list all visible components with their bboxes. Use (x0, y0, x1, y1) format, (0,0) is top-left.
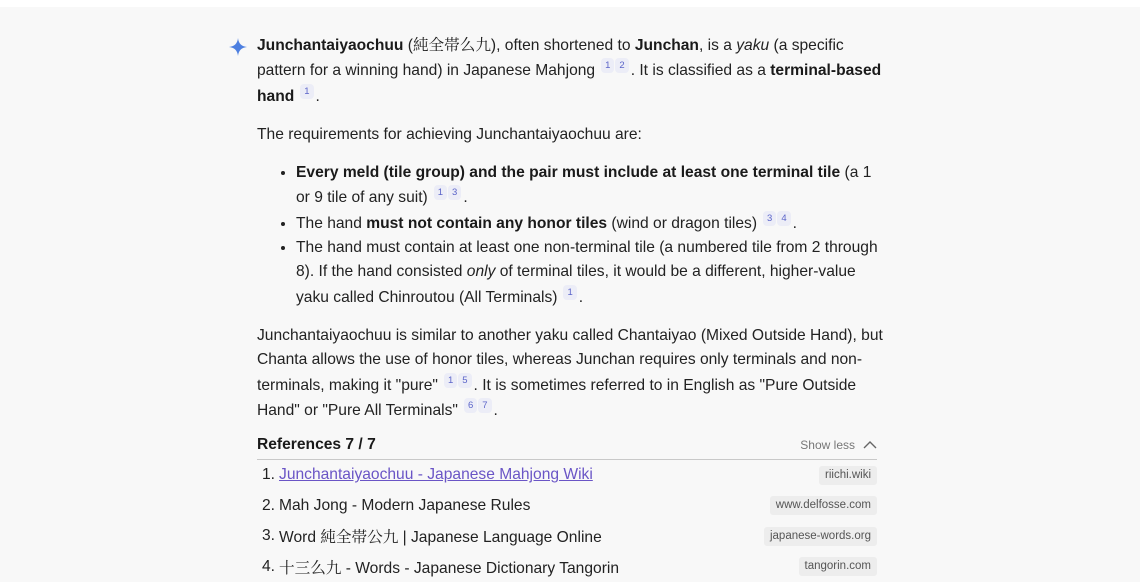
citation-1[interactable]: 1 (601, 58, 614, 73)
references-section (257, 430, 877, 582)
top-bar (0, 0, 1140, 7)
citation-1[interactable]: 1 (434, 185, 447, 200)
answer-paragraph-comparison: Junchantaiyaochuu is similar to another yaku called Chantaiyao (Mixed Outside Hand), but Chanta allows the use of honor tiles, whereas Junchan requires only terminals and non-terminals, making it "pure" 1 5 . It is sometimes referred to in English as "Pure Outside Hand" or "Pure All Terminals" 6 7 . (257, 324, 883, 423)
sparkle-icon (229, 38, 247, 56)
citation-6[interactable]: 6 (464, 398, 477, 413)
references-header (257, 430, 877, 460)
reference-link[interactable]: Mah Jong - Modern Japanese Rules (279, 497, 530, 515)
term-junchan: Junchan (635, 37, 699, 54)
reference-link[interactable]: Word 純全帯公九 | Japanese Language Online (279, 525, 602, 547)
reference-item-2: 2. Mah Jong - Modern Japanese Rules www.delfosse.com (257, 491, 877, 522)
list-item: • The hand must not contain any honor tiles (wind or dragon tiles) 3 4 . (296, 211, 883, 236)
citation-3[interactable]: 3 (763, 211, 776, 226)
reference-domain-badge: riichi.wiki (819, 466, 877, 485)
reference-item-4: 4. 十三么九 - Words - Japanese Dictionary Tangorin tangorin.com (257, 552, 877, 582)
list-item: • Every meld (tile group) and the pair must include at least one terminal tile (a 1 or 9 tile of any suit) 1 3 . (296, 161, 883, 211)
citation-1[interactable]: 1 (563, 285, 576, 300)
reference-link[interactable]: Junchantaiyaochuu - Japanese Mahjong Wiki (279, 466, 593, 484)
show-less-label: Show less (800, 438, 855, 452)
term-terminal-based-hand: terminal-based hand (257, 62, 881, 104)
answer-paragraph-requirements: The requirements for achieving Junchantaiyaochuu are: (257, 123, 883, 147)
reference-item-3: 3. Word 純全帯公九 | Japanese Language Online japanese-words.org (257, 521, 877, 552)
citation-3[interactable]: 3 (448, 185, 461, 200)
term-yaku: yaku (736, 37, 769, 54)
term-junchantaiyaochuu: Junchantaiyaochuu (257, 37, 403, 54)
citation-7[interactable]: 7 (478, 398, 491, 413)
chevron-up-icon (863, 441, 877, 449)
citation-4[interactable]: 4 (777, 211, 790, 226)
citation-1[interactable]: 1 (444, 373, 457, 388)
reference-domain-badge: japanese-words.org (764, 527, 877, 546)
answer-paragraph-intro: Junchantaiyaochuu (純全帯么九), often shortened to Junchan, is a yaku (a specific pattern for a winning hand) in Japanese Mahjong 1 2 . It is classified as a terminal-based hand 1 . (257, 34, 883, 109)
show-less-button[interactable] (800, 438, 877, 452)
list-item: • The hand must contain at least one non-terminal tile (a numbered tile from 2 through 8). If the hand consisted only of terminal tiles, it would be a different, higher-value yaku called Chinroutou (All Terminals) 1 . (296, 236, 883, 310)
reference-domain-badge: tangorin.com (799, 557, 877, 576)
citation-5[interactable]: 5 (458, 373, 471, 388)
references-title: References 7 / 7 (257, 436, 376, 454)
citation-2[interactable]: 2 (615, 58, 628, 73)
reference-link[interactable]: 十三么九 - Words - Japanese Dictionary Tangorin (279, 556, 619, 578)
citation-1[interactable]: 1 (300, 84, 313, 99)
reference-domain-badge: www.delfosse.com (770, 496, 877, 515)
reference-item-1: 1. Junchantaiyaochuu - Japanese Mahjong Wiki riichi.wiki (257, 460, 877, 491)
requirements-list (257, 161, 883, 310)
answer-body (257, 34, 883, 437)
